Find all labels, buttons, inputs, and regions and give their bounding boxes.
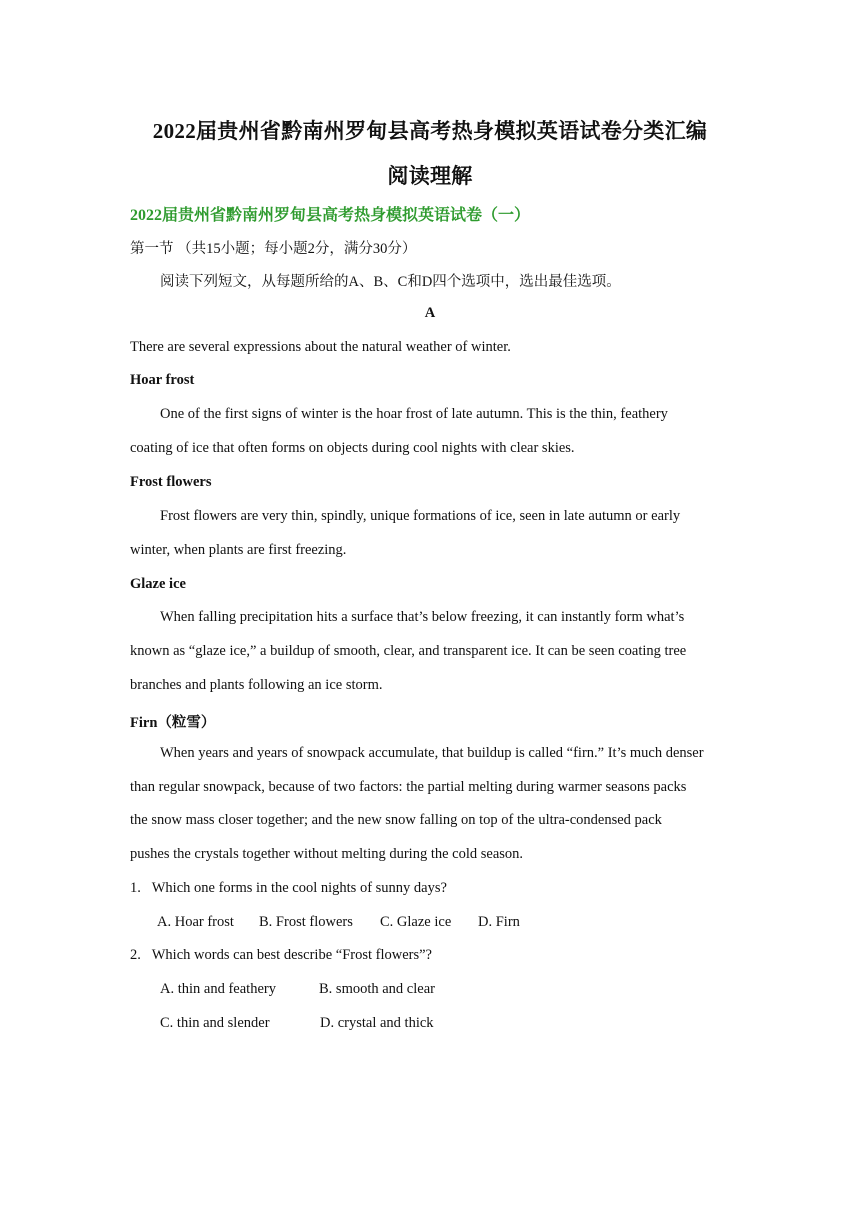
passage-label: A [424,305,436,321]
paragraph-line: pushes the crystals together without melting during the cold season. [130,846,524,862]
question-2: 2. Which words can best describe “Frost flowers”? [130,947,432,963]
passage-intro: There are several expressions about the natural weather of winter. [130,339,511,355]
question-1: 1. Which one forms in the cool nights of sunny days? [130,880,447,896]
q2-option-a: A. thin and feathery [160,981,276,997]
section-heading: 第一节 （共15小题；每小题2分，满分30分） [130,241,417,257]
heading-firn: Firn（粒雪） [130,715,216,731]
q2-option-b: B. smooth and clear [319,981,435,997]
heading-frost-flowers: Frost flowers [130,474,212,490]
heading-glaze-ice: Glaze ice [130,576,186,592]
paragraph-line: than regular snowpack, because of two factors: the partial melting during warmer seasons packs [130,779,687,795]
paragraph-line: winter, when plants are first freezing. [130,542,347,558]
paragraph-line: Frost flowers are very thin, spindly, unique formations of ice, seen in late autumn or early [160,508,681,524]
paragraph-line: branches and plants following an ice storm. [130,677,383,693]
paragraph-line: coating of ice that often forms on objects during cool nights with clear skies. [130,440,575,456]
q2-option-c: C. thin and slender [160,1015,270,1031]
q1-option-d: D. Firn [478,914,520,930]
document-title: 2022届贵州省黔南州罗甸县高考热身模拟英语试卷分类汇编 [152,119,708,143]
document-subtitle-reading: 阅读理解 [387,164,473,188]
q1-option-b: B. Frost flowers [259,914,353,930]
paragraph-line: known as “glaze ice,” a buildup of smooth, clear, and transparent ice. It can be seen coating tree [130,643,687,659]
paragraph-line: the snow mass closer together; and the new snow falling on top of the ultra-condensed pack [130,812,662,828]
paragraph-line: One of the first signs of winter is the hoar frost of late autumn. This is the thin, feathery [160,406,668,422]
q1-option-c: C. Glaze ice [380,914,452,930]
q1-option-a: A. Hoar frost [157,914,234,930]
instructions: 阅读下列短文，从每题所给的A、B、C和D四个选项中，选出最佳选项。 [160,274,621,290]
paragraph-line: When falling precipitation hits a surface that’s below freezing, it can instantly form what’s [160,609,685,625]
paragraph-line: When years and years of snowpack accumulate, that buildup is called “firn.” It’s much denser [160,745,704,761]
q2-option-d: D. crystal and thick [320,1015,434,1031]
exam-title: 2022届贵州省黔南州罗甸县高考热身模拟英语试卷（一） [130,207,531,224]
heading-hoar-frost: Hoar frost [130,372,195,388]
